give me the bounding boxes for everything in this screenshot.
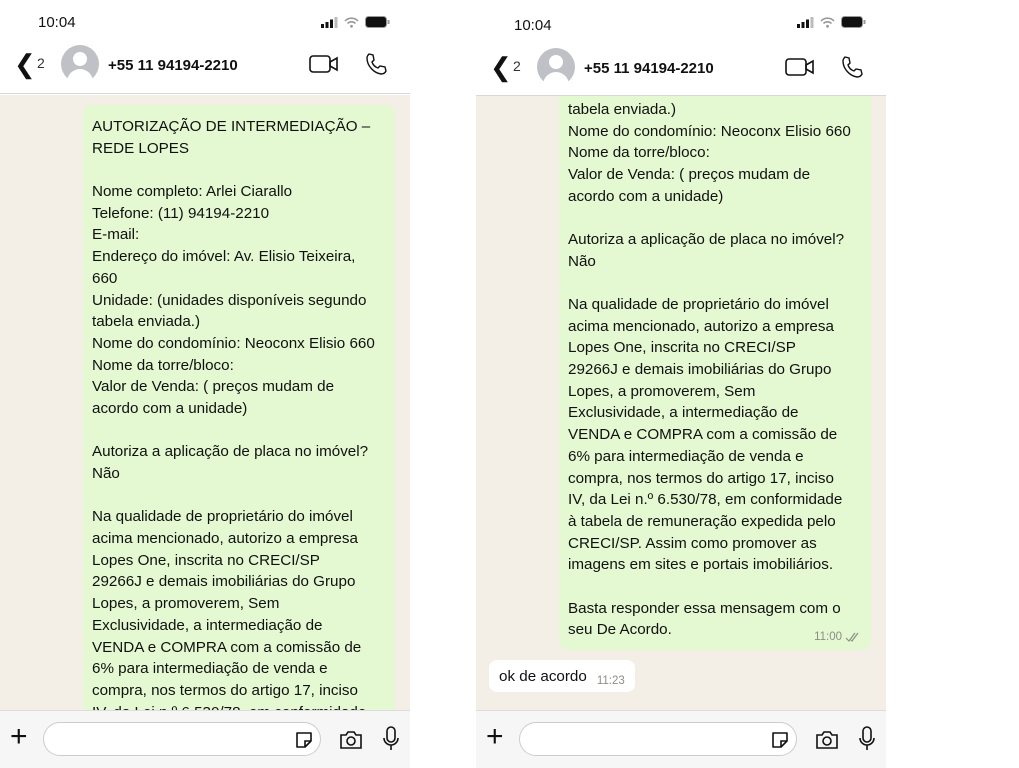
message-line <box>92 420 386 442</box>
message-line: Não <box>568 252 596 270</box>
message-line: 29266J e demais imobiliárias do Grupo <box>92 573 356 591</box>
message-line: Não <box>92 465 120 482</box>
message-line <box>92 485 386 507</box>
message-line: compra, nos termos do artigo 17, inciso <box>568 469 834 487</box>
status-icons <box>321 16 390 28</box>
input-bar <box>476 710 886 768</box>
status-time: 10:04 <box>514 17 552 34</box>
message-line: 6% para intermediação de venda e <box>92 660 328 678</box>
phone-screen-right <box>476 0 886 768</box>
message-line: Autoriza a aplicação de placa no imóvel? <box>568 230 845 248</box>
avatar[interactable] <box>537 48 575 86</box>
input-bar <box>0 710 410 768</box>
message-input[interactable] <box>519 722 797 756</box>
message-line: Exclusividade, a intermediação de <box>92 616 323 634</box>
message-line: Autoriza a aplicação de placa no imóvel? <box>92 443 369 461</box>
message-line: VENDA e COMPRA com a comissão de <box>92 638 362 656</box>
outgoing-message <box>559 66 871 650</box>
signal-icon <box>797 17 814 28</box>
status-icons <box>797 16 866 28</box>
message-line: acordo com a unidade) <box>92 399 248 417</box>
camera-icon[interactable] <box>815 730 839 750</box>
sticker-icon[interactable] <box>770 730 790 750</box>
message-line: Endereço do imóvel: Av. Elisio Teixeira, <box>92 248 356 266</box>
message-line: CRECI/SP. Assim como promover as <box>568 534 817 552</box>
message-line: Nome completo: Arlei Ciarallo <box>92 183 293 201</box>
message-line: Lopes, a promoverem, Sem <box>568 382 756 400</box>
incoming-message <box>489 660 635 692</box>
message-line: tabela enviada.) <box>568 100 677 118</box>
avatar[interactable] <box>61 45 99 83</box>
wifi-icon <box>344 17 359 28</box>
battery-icon <box>365 16 390 28</box>
message-line: Lopes One, inscrita no CRECI/SP <box>92 551 320 569</box>
chat-area[interactable] <box>476 96 886 710</box>
double-check-icon <box>845 632 861 642</box>
message-line: compra, nos termos do artigo 17, inciso <box>92 681 358 699</box>
plus-icon[interactable]: + <box>486 720 504 753</box>
message-line: VENDA e COMPRA com a comissão de <box>568 426 838 444</box>
message-line: Telefone: (11) 94194-2210 <box>92 204 270 222</box>
back-chevron-icon[interactable]: ❮ <box>490 52 512 82</box>
message-line: acima mencionado, autorizo a empresa <box>568 317 834 335</box>
plus-icon[interactable]: + <box>10 720 28 753</box>
message-line: Nome do condomínio: Neoconx Elisio 660 <box>568 122 851 140</box>
incoming-message-time: 11:23 <box>596 675 625 687</box>
phone-call-icon[interactable] <box>364 52 388 76</box>
message-line: Lopes One, inscrita no CRECI/SP <box>568 339 796 357</box>
message-line <box>568 207 862 229</box>
microphone-icon[interactable] <box>858 726 876 752</box>
message-line: Unidade: (unidades disponíveis segundo <box>92 291 367 309</box>
incoming-message-text: ok de acordo <box>499 667 587 685</box>
message-line: Exclusividade, a intermediação de <box>568 404 799 422</box>
message-line: AUTORIZAÇÃO DE INTERMEDIAÇÃO – <box>92 118 371 135</box>
status-time: 10:04 <box>38 14 76 31</box>
message-line: IV, da Lei n.º 6.530/78, em conformidade <box>568 491 843 509</box>
chat-area[interactable] <box>0 95 410 710</box>
unread-count: 2 <box>37 55 45 71</box>
message-line: acima mencionado, autorizo a empresa <box>92 530 358 548</box>
chat-header <box>0 40 410 94</box>
phone-screen-left <box>0 0 410 768</box>
message-body <box>92 116 386 723</box>
microphone-icon[interactable] <box>382 726 400 752</box>
message-line: Nome da torre/bloco: <box>92 356 234 374</box>
message-line <box>568 272 862 294</box>
message-meta <box>814 631 861 643</box>
message-line <box>568 576 862 598</box>
message-line: seu De Acordo. <box>568 621 672 639</box>
wifi-icon <box>820 17 835 28</box>
back-chevron-icon[interactable]: ❮ <box>14 49 36 79</box>
message-line: Basta responder essa mensagem com o <box>568 599 841 617</box>
message-body <box>568 77 862 641</box>
message-time: 11:00 <box>814 631 842 643</box>
message-input[interactable] <box>43 722 321 756</box>
message-line: Nome do condomínio: Neoconx Elisio 660 <box>92 334 375 352</box>
message-line: imagens em sites e portais imobiliários. <box>568 556 834 574</box>
battery-icon <box>841 16 866 28</box>
message-line: à tabela de remuneração expedida pelo <box>568 512 836 530</box>
message-line: 6% para intermediação de venda e <box>568 447 804 465</box>
outgoing-message <box>83 105 395 732</box>
message-line <box>92 159 386 181</box>
message-line: Nome da torre/bloco: <box>568 144 710 162</box>
message-line: Lopes, a promoverem, Sem <box>92 595 280 613</box>
message-line: Valor de Venda: ( preços mudam de <box>568 165 811 183</box>
sticker-icon[interactable] <box>294 730 314 750</box>
message-line: REDE LOPES <box>92 139 190 157</box>
video-call-icon[interactable] <box>309 54 339 74</box>
contact-name[interactable]: +55 11 94194-2210 <box>108 57 238 74</box>
message-line: 29266J e demais imobiliárias do Grupo <box>568 361 832 379</box>
message-line: E-mail: <box>92 226 140 244</box>
signal-icon <box>321 17 338 28</box>
message-line: tabela enviada.) <box>92 313 201 331</box>
camera-icon[interactable] <box>339 730 363 750</box>
phone-call-icon[interactable] <box>840 55 864 79</box>
message-line: Na qualidade de proprietário do imóvel <box>92 508 353 526</box>
video-call-icon[interactable] <box>785 57 815 77</box>
chat-header <box>476 43 886 96</box>
contact-name[interactable]: +55 11 94194-2210 <box>584 60 714 77</box>
message-line: 660 <box>92 269 118 287</box>
unread-count: 2 <box>513 58 521 74</box>
message-line: Na qualidade de proprietário do imóvel <box>568 296 829 313</box>
message-line: Valor de Venda: ( preços mudam de <box>92 378 335 396</box>
message-line: acordo com a unidade) <box>568 187 724 205</box>
